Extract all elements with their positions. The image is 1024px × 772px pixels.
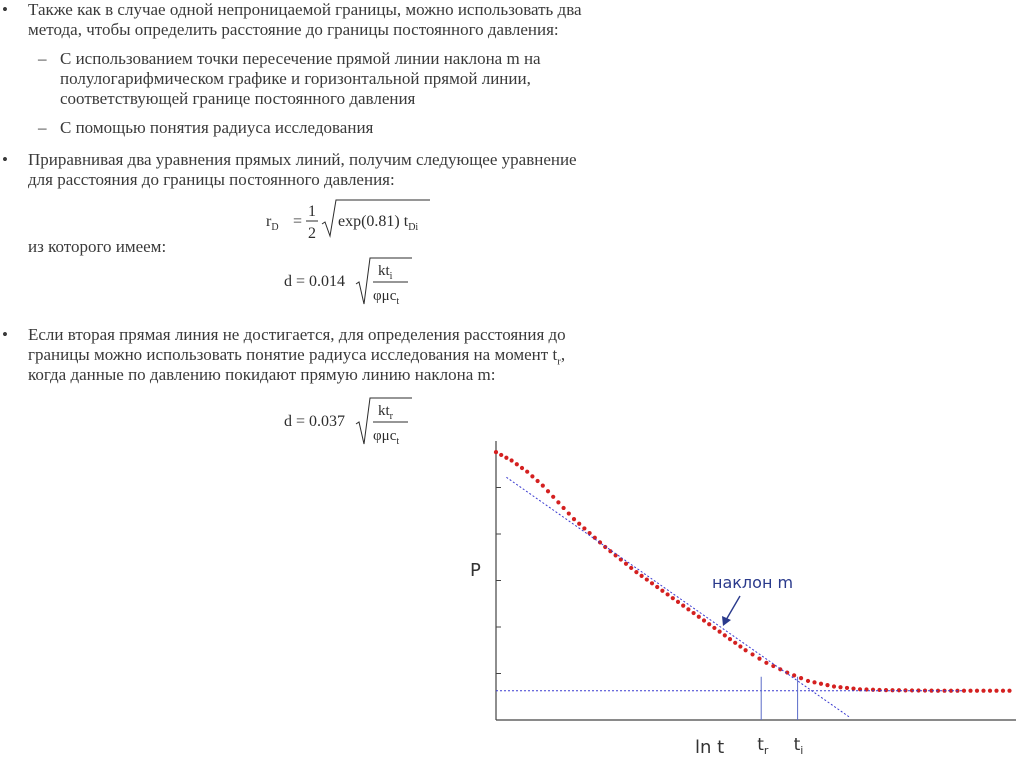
sub2-line1: С помощью понятия радиуса исследования xyxy=(60,118,374,137)
bullet1-line2: метода, чтобы определить расстояние до границы постоянного давления: xyxy=(28,20,559,39)
data-point xyxy=(536,479,540,483)
svg-text:ktr: $kt_r$ xyxy=(378,403,394,422)
data-point xyxy=(499,453,503,457)
data-point xyxy=(582,526,586,530)
data-point xyxy=(515,462,519,466)
data-point xyxy=(572,517,576,521)
svg-text:d = 0.037: d = 0.037 xyxy=(284,413,346,430)
annotation-arrowhead xyxy=(722,616,731,626)
svg-text:φμct: φμc$_t$ xyxy=(373,288,400,307)
bullet2-line1: Приравнивая два уравнения прямых линий, получим следующее уравнение xyxy=(28,150,577,169)
data-point xyxy=(819,682,823,686)
svg-text:exp(0.81) tDi: exp(0.81) $t_{Di}$ xyxy=(338,213,419,233)
data-point xyxy=(567,511,571,515)
data-point xyxy=(624,562,628,566)
bullet3-line3: когда данные по давлению покидают прямую линию наклона m: xyxy=(28,365,496,384)
data-point xyxy=(504,456,508,460)
sub1-line3: соответствующей границе постоянного давления xyxy=(60,89,416,108)
formula-rd xyxy=(262,196,442,246)
data-point xyxy=(962,689,966,693)
data-point xyxy=(750,652,754,656)
data-point xyxy=(645,577,649,581)
data-point xyxy=(640,574,644,578)
data-point xyxy=(671,596,675,600)
svg-text:=: = xyxy=(293,213,303,230)
x-axis-label: ln t xyxy=(695,737,725,758)
data-point xyxy=(603,545,607,549)
data-point xyxy=(660,589,664,593)
sub1-line1: С использованием точки пересечение прямой линии наклона m на xyxy=(60,49,541,68)
data-point xyxy=(588,531,592,535)
data-point xyxy=(510,458,514,462)
data-point xyxy=(825,683,829,687)
data-point xyxy=(968,689,972,693)
data-point xyxy=(728,637,732,641)
data-point xyxy=(541,484,545,488)
marker-label-ti: $t_i$ xyxy=(793,735,804,757)
data-point xyxy=(494,450,498,454)
data-point xyxy=(676,600,680,604)
data-point xyxy=(681,604,685,608)
data-point xyxy=(707,622,711,626)
svg-text:d = 0.014: d = 0.014 xyxy=(284,273,346,290)
svg-text:kti: $kt_i$ xyxy=(378,263,393,282)
bullet3-line2: границы можно использовать понятие радиуса исследования на момент $t_r$, xyxy=(28,345,566,368)
chart-svg xyxy=(440,405,1024,767)
bullet2-line2: для расстояния до границы постоянного давления: xyxy=(28,170,395,189)
data-point xyxy=(994,689,998,693)
data-point xyxy=(629,566,633,570)
data-point xyxy=(697,615,701,619)
data-point xyxy=(551,495,555,499)
data-point xyxy=(832,684,836,688)
bullet-marker: • xyxy=(2,325,8,344)
data-point xyxy=(666,592,670,596)
data-point xyxy=(562,506,566,510)
pressure-chart xyxy=(440,405,1024,767)
sub1-line2: полулогарифмическом графике и горизонтальной прямой линии, xyxy=(60,69,531,88)
data-point xyxy=(525,470,529,474)
data-point xyxy=(655,585,659,589)
bullet3-line1: Если вторая прямая линия не достигается, для определения расстояния до xyxy=(28,325,566,344)
formula-d-tr xyxy=(282,394,442,452)
data-point xyxy=(988,689,992,693)
slope-line xyxy=(506,477,849,717)
bullet-marker: • xyxy=(2,150,8,169)
data-point xyxy=(686,607,690,611)
data-point xyxy=(650,581,654,585)
data-point xyxy=(577,522,581,526)
svg-text:1: 1 xyxy=(308,203,316,220)
data-point xyxy=(771,664,775,668)
annotation-arrow xyxy=(726,596,740,620)
data-point xyxy=(546,489,550,493)
dash-marker: – xyxy=(38,49,47,68)
data-point xyxy=(806,679,810,683)
data-point xyxy=(718,630,722,634)
data-point xyxy=(744,648,748,652)
data-point xyxy=(520,466,524,470)
data-point xyxy=(1007,689,1011,693)
svg-text:φμct: φμc$_t$ xyxy=(373,428,400,447)
data-point xyxy=(884,688,888,692)
data-point xyxy=(733,641,737,645)
dash-marker: – xyxy=(38,118,47,137)
data-point xyxy=(975,689,979,693)
tr-subscript: r xyxy=(557,355,561,368)
data-point xyxy=(1001,689,1005,693)
data-point xyxy=(812,680,816,684)
data-point xyxy=(723,633,727,637)
data-point xyxy=(556,500,560,504)
y-axis-label: P xyxy=(470,560,481,581)
marker-label-tr: $t_r$ xyxy=(757,735,769,757)
formula-d-ti xyxy=(282,254,442,312)
slope-annotation: наклон m xyxy=(712,573,794,592)
data-point xyxy=(845,686,849,690)
data-point xyxy=(799,676,803,680)
data-point xyxy=(851,687,855,691)
data-point xyxy=(757,657,761,661)
svg-text:2: 2 xyxy=(308,225,316,242)
data-point xyxy=(692,611,696,615)
bullet1-line1: Также как в случае одной непроницаемой границы, можно использовать два xyxy=(28,0,582,19)
data-point xyxy=(764,661,768,665)
svg-text:rD: $r_D$ xyxy=(266,213,279,233)
data-point xyxy=(838,685,842,689)
data-point xyxy=(738,644,742,648)
data-point xyxy=(981,689,985,693)
data-point xyxy=(702,618,706,622)
data-point xyxy=(877,688,881,692)
bullet-marker: • xyxy=(2,0,8,19)
data-point xyxy=(634,570,638,574)
bullet2-after-text: из которого имеем: xyxy=(28,237,167,256)
data-point xyxy=(712,626,716,630)
data-point xyxy=(530,474,534,478)
